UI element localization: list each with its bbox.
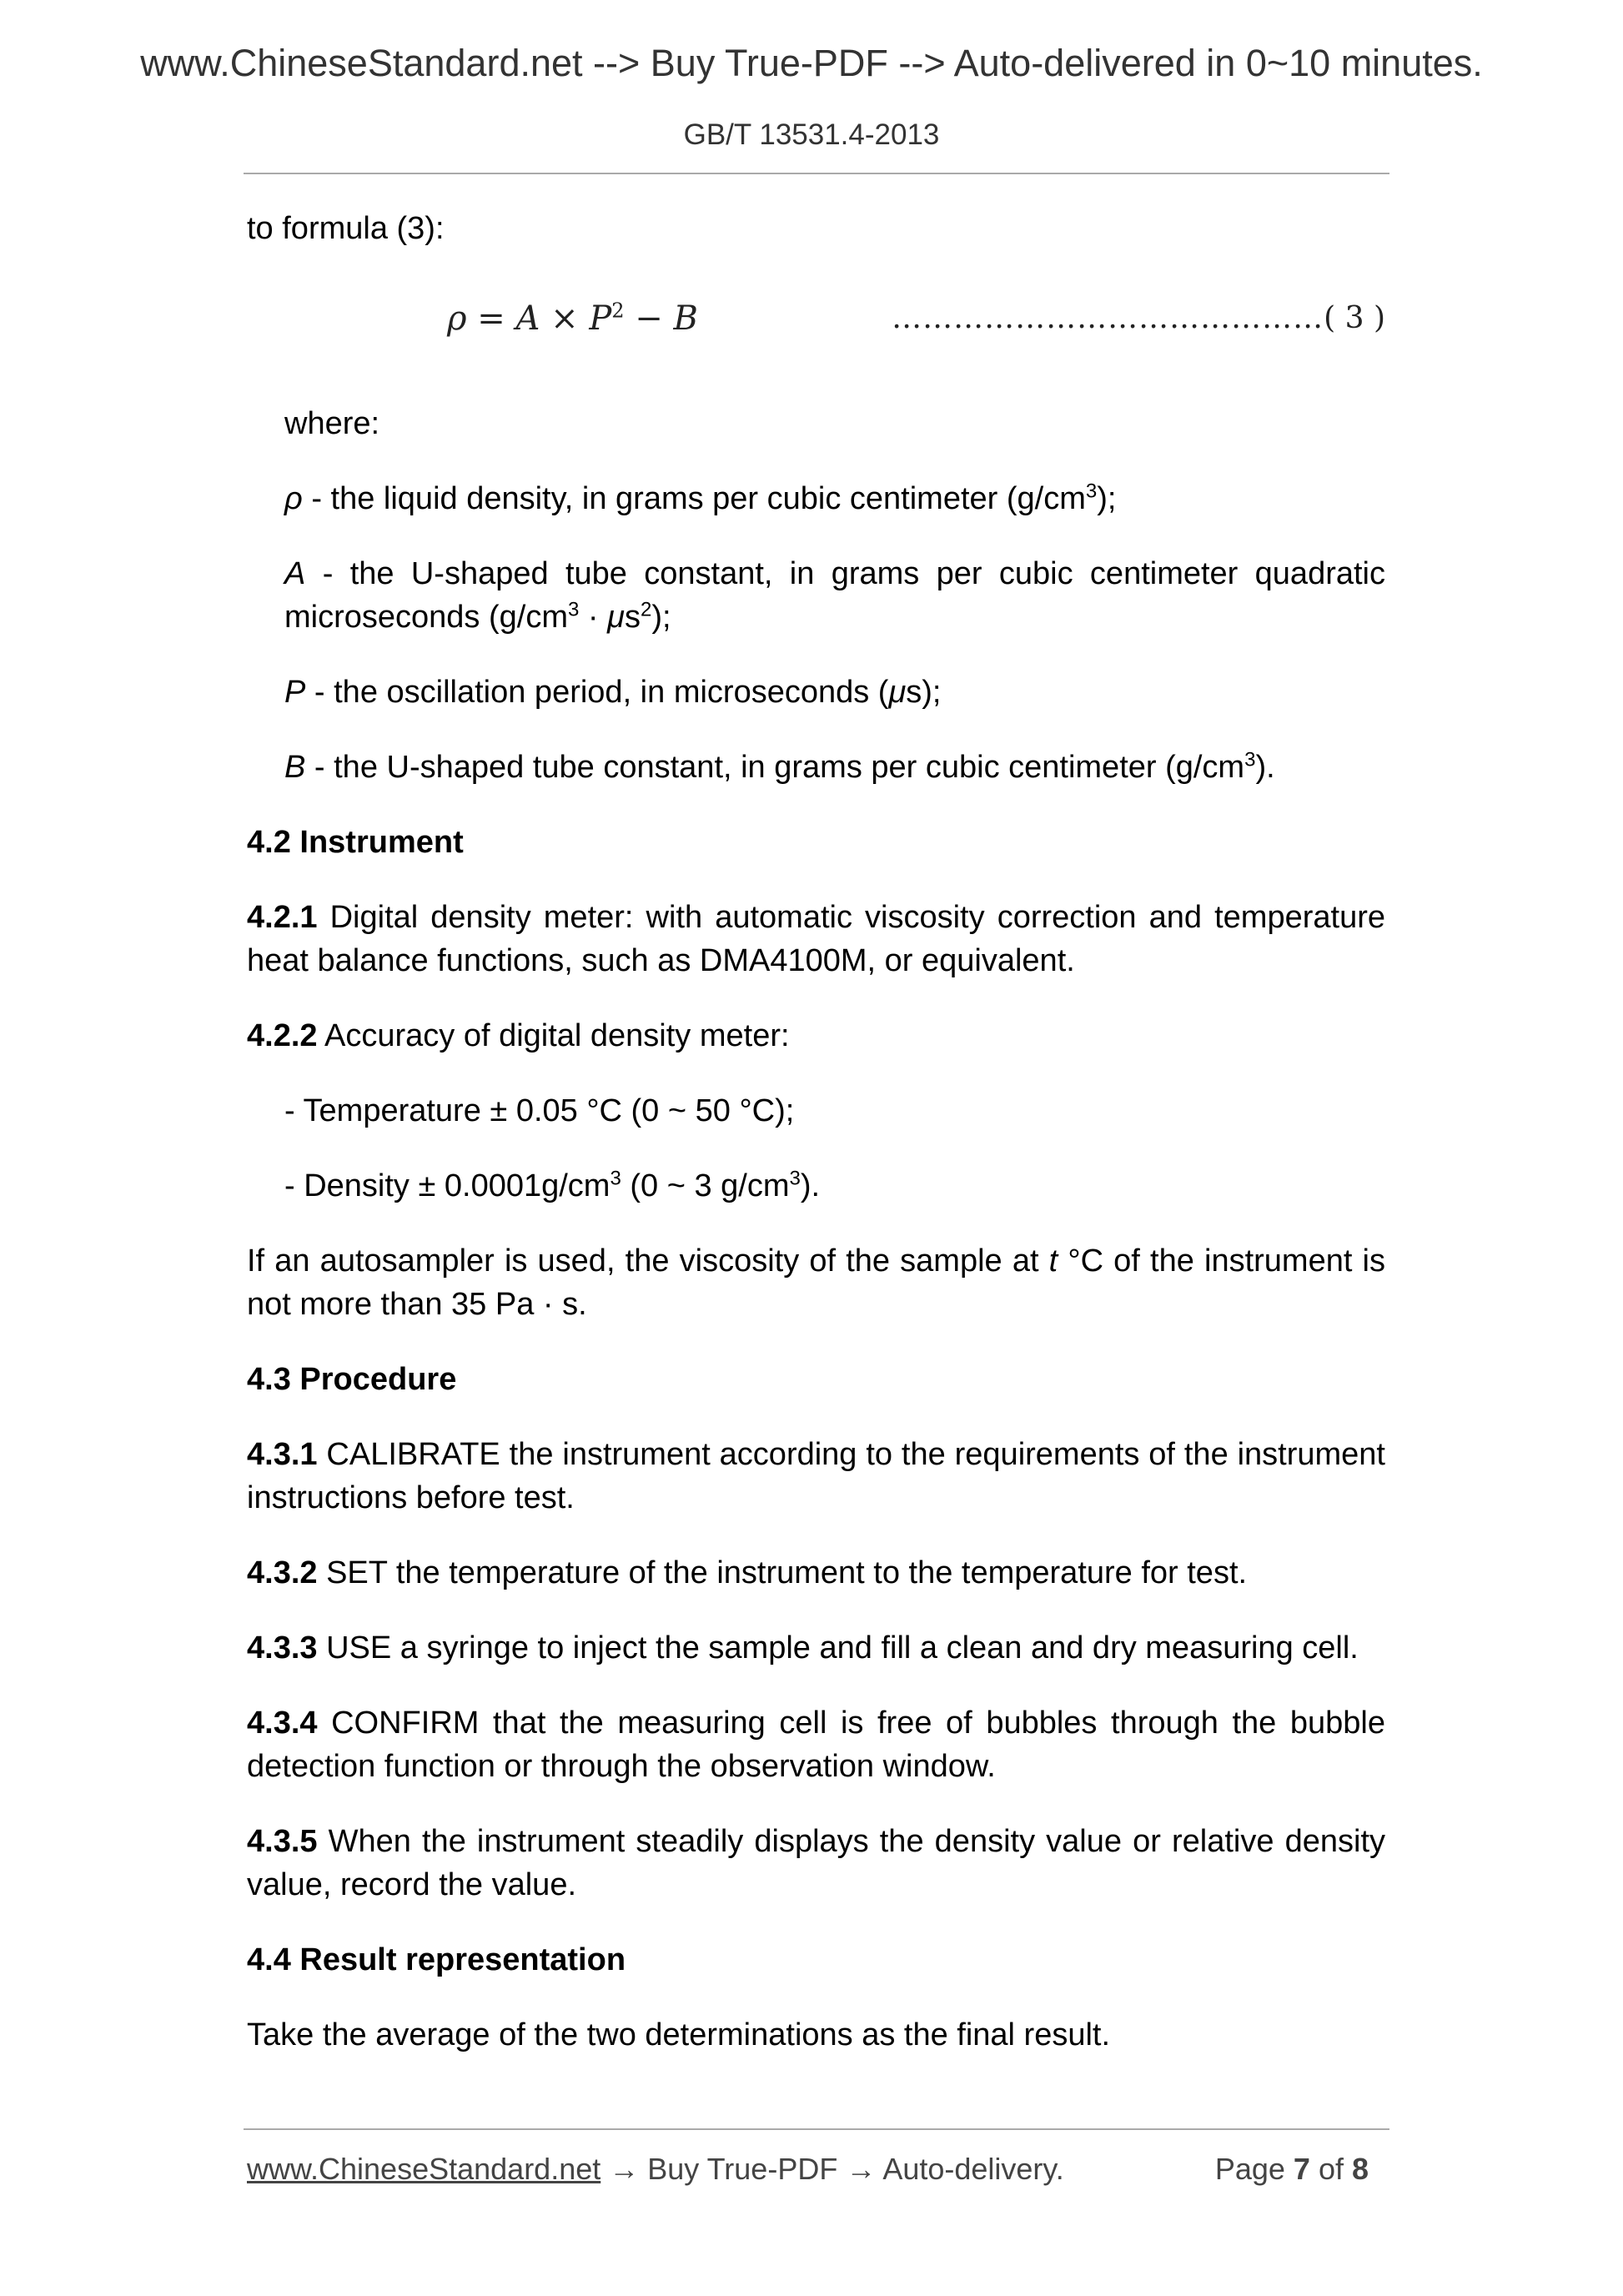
autosampler-note <box>247 1239 1385 1326</box>
definition-p-end: s); <box>906 675 942 710</box>
bullet-density-end: ). <box>800 1168 821 1203</box>
clause-4-3-4 <box>247 1701 1385 1788</box>
definition-rho-end: ); <box>1097 481 1117 516</box>
superscript: 3 <box>1085 480 1098 503</box>
formula-leader-dots: …………………………………… <box>892 301 1324 335</box>
clause-text: CALIBRATE the instrument according to the requirements of the instrument instructions before test. <box>247 1437 1385 1515</box>
bullet-density-range: (0 ~ 3 g/cm <box>621 1168 790 1203</box>
superscript: 3 <box>610 1167 621 1190</box>
superscript: 2 <box>640 598 652 621</box>
superscript: 3 <box>789 1167 801 1190</box>
formula-3 <box>247 297 1385 357</box>
clause-number: 4.3.3 <box>247 1630 318 1665</box>
header-divider <box>244 173 1389 174</box>
formula-p-exponent: 2 <box>611 299 625 323</box>
clause-number: 4.3.4 <box>247 1706 318 1741</box>
intro-text: to formula (3): <box>247 211 445 246</box>
definition-p <box>284 671 1385 714</box>
page-indicator <box>1215 2152 1369 2187</box>
definition-p-text: - the oscillation period, in microseconds ( <box>305 675 889 710</box>
heading-4-3-text: 4.3 Procedure <box>247 1362 457 1397</box>
definition-rho-text: - the liquid density, in grams per cubic centimeter (g/cm <box>302 481 1086 516</box>
page-body <box>247 207 1385 2088</box>
clause-text: SET the temperature of the instrument to the temperature for test. <box>317 1555 1248 1590</box>
footer-tagline: → Buy True-PDF → Auto-delivery. <box>600 2152 1064 2186</box>
formula-rho: ρ <box>447 299 467 338</box>
superscript: 3 <box>567 598 580 621</box>
result-text: Take the average of the two determinations as the final result. <box>247 2017 1111 2052</box>
formula-number <box>892 297 1385 340</box>
clause-text: When the instrument steadily displays the density value or relative density value, record the value. <box>247 1824 1385 1902</box>
clause-4-3-5 <box>247 1820 1385 1907</box>
clause-number: 4.3.2 <box>247 1555 318 1590</box>
clause-4-2-2 <box>247 1014 1385 1058</box>
clause-number: 4.2.2 <box>247 1018 318 1053</box>
page-current: 7 <box>1293 2152 1310 2186</box>
page-label: Page <box>1214 2152 1294 2186</box>
clause-text: USE a syringe to inject the sample and fill a clean and dry measuring cell. <box>317 1630 1359 1665</box>
symbol-mu: μ <box>888 675 907 710</box>
clause-4-3-3 <box>247 1626 1385 1670</box>
bullet-temperature: - Temperature ± 0.05 °C (0 ~ 50 °C); <box>284 1093 795 1128</box>
definition-b-end: ). <box>1255 750 1275 785</box>
definition-a <box>284 552 1385 639</box>
symbol-b: B <box>284 750 306 785</box>
bullet-density <box>284 1164 1385 1208</box>
page-total: 8 <box>1351 2152 1369 2186</box>
clause-text: Accuracy of digital density meter: <box>317 1018 790 1053</box>
definition-a-seconds: s <box>624 600 641 635</box>
clause-text: Digital density meter: with automatic viscosity correction and temperature heat balance functions, such as DMA4100M, or equivalent. <box>247 900 1385 978</box>
autosampler-text-end: °C of the instrument is not more than 35 Pa · s. <box>247 1243 1385 1322</box>
clause-4-2-1 <box>247 896 1385 982</box>
definition-b <box>284 746 1385 789</box>
heading-4-2-text: 4.2 Instrument <box>247 825 464 860</box>
definition-a-text: - the U-shaped tube constant, in grams per cubic centimeter quadratic microseconds (g/cm <box>284 556 1385 635</box>
footer-site-link[interactable]: www.ChineseStandard.net <box>247 2152 601 2186</box>
clause-4-3-1 <box>247 1433 1385 1520</box>
heading-4-4 <box>247 1938 1385 1982</box>
symbol-p: P <box>284 675 306 710</box>
page-footer <box>247 2152 1385 2187</box>
symbol-t: t <box>1048 1243 1058 1279</box>
formula-minus: − <box>635 299 663 338</box>
bullet-density-text: - Density ± 0.0001g/cm <box>284 1168 611 1203</box>
footer-divider <box>244 2128 1389 2130</box>
formula-index: ( 3 ) <box>1324 301 1385 335</box>
clause-number: 4.3.1 <box>247 1437 318 1472</box>
symbol-mu: μ <box>607 600 625 635</box>
formula-expression <box>447 297 698 340</box>
definition-a-end: ); <box>651 600 671 635</box>
heading-4-2 <box>247 821 1385 864</box>
symbol-a: A <box>284 556 306 591</box>
superscript: 3 <box>1244 748 1256 771</box>
formula-b: B <box>673 299 698 338</box>
formula-a: A <box>515 299 540 338</box>
definition-rho <box>284 477 1385 520</box>
clause-text: CONFIRM that the measuring cell is free of bubbles through the bubble detection function or through the observation window. <box>247 1706 1385 1784</box>
where-label: where: <box>284 406 380 441</box>
standard-code: GB/T 13531.4-2013 <box>683 118 940 151</box>
symbol-rho: ρ <box>284 481 303 516</box>
clause-number: 4.3.5 <box>247 1824 318 1859</box>
heading-4-3 <box>247 1358 1385 1401</box>
clause-4-3-2 <box>247 1551 1385 1595</box>
autosampler-text: If an autosampler is used, the viscosity of the sample at <box>247 1243 1049 1279</box>
formula-equals: = <box>477 299 505 338</box>
site-banner: www.ChineseStandard.net --> Buy True-PDF --> Auto-delivered in 0~10 minutes. <box>140 42 1483 84</box>
clause-number: 4.2.1 <box>247 900 318 935</box>
formula-times: × <box>550 299 579 338</box>
formula-p: P <box>589 299 612 338</box>
page-of: of <box>1309 2152 1352 2186</box>
definition-a-dot: · <box>579 600 608 635</box>
heading-4-4-text: 4.4 Result representation <box>247 1942 626 1977</box>
definition-b-text: - the U-shaped tube constant, in grams per cubic centimeter (g/cm <box>305 750 1245 785</box>
